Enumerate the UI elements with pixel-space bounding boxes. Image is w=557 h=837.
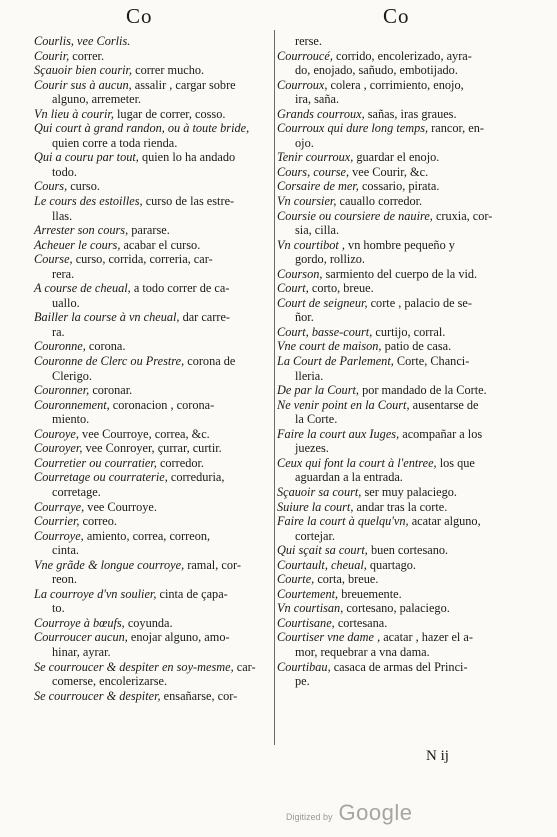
translation: acatar alguno, (411, 514, 481, 529)
entry-line (34, 398, 274, 413)
entry-line (277, 383, 521, 398)
entry-line (277, 296, 521, 311)
translation: to. (52, 601, 65, 616)
translation: guardar el enojo. (356, 150, 440, 165)
translation: andar tras la corte. (356, 499, 448, 514)
headword: Qui court à grand randon, ou à toute bride, (34, 121, 250, 136)
entry-line (277, 514, 521, 529)
headword: La Court de Parlement, (277, 354, 397, 369)
headword: Courretage ou courraterie, (34, 470, 171, 485)
headword: Vne court de maison, (277, 339, 385, 354)
headword: Faire la court à quelqu'vn, (277, 514, 412, 529)
translation: pararse. (131, 223, 170, 238)
headword: Cours, (34, 179, 71, 194)
translation: ira, saña. (295, 92, 340, 107)
headword: Courroux qui dure long temps, (277, 121, 432, 136)
headword: Courtiser vne dame , (277, 630, 384, 645)
column-rule (274, 30, 275, 745)
entry-line (277, 107, 521, 122)
headword: Arrester son cours, (34, 223, 132, 238)
translation: ausentarse de (412, 397, 479, 412)
entry-line (277, 209, 521, 224)
entry-line (277, 529, 521, 544)
headword: Court, (277, 281, 312, 296)
entry-line (34, 689, 274, 704)
entry-line (34, 572, 274, 587)
entry-line (277, 645, 521, 660)
entry-line (277, 630, 521, 645)
entry-line (34, 325, 274, 340)
entry-line (277, 252, 521, 267)
translation: corredor. (159, 455, 204, 470)
translation: curso. (70, 179, 100, 194)
entry-line (277, 223, 521, 238)
translation: correr. (72, 48, 105, 63)
entry-line (34, 354, 274, 369)
entry-line (34, 63, 274, 78)
entry-line (277, 339, 521, 354)
translation: la Corte. (295, 412, 338, 427)
translation: vee Courroye. (87, 499, 157, 514)
translation: rerse. (295, 34, 322, 48)
translation: coronacion , corona- (112, 397, 215, 412)
headword: Suiure la court, (277, 499, 357, 514)
headword: Couroye, (34, 426, 83, 441)
watermark-brand: Google (338, 800, 413, 825)
translation: correo. (82, 514, 117, 529)
translation: cruxia, cor- (435, 208, 493, 223)
translation: sarmiento del cuerpo de la vid. (325, 266, 478, 281)
entry-line (34, 107, 274, 122)
entry-line (277, 674, 521, 689)
translation: ñor. (295, 310, 314, 325)
translation: pe. (295, 674, 310, 689)
headword: Grands courroux, (277, 106, 368, 121)
headword: Course, (34, 252, 76, 267)
entry-line (34, 514, 274, 529)
entry-line (277, 485, 521, 500)
headword: Vn lieu à courir, (34, 106, 117, 121)
digitized-watermark (286, 800, 436, 826)
entry-line (277, 310, 521, 325)
translation: reon. (52, 572, 77, 587)
translation: coyunda. (127, 615, 173, 630)
translation: hinar, ayrar. (52, 644, 111, 659)
entry-line (34, 427, 274, 442)
translation: comerse, encolerizarse. (52, 674, 168, 689)
entry-line (34, 630, 274, 645)
translation: miento. (52, 412, 90, 427)
headword: Vne grãde & longue courroye, (34, 557, 188, 572)
translation: vee Courroye, correa, &c. (82, 426, 210, 441)
entry-line (34, 223, 274, 238)
translation: alguno, arremeter. (52, 92, 142, 107)
translation: vn hombre pequeño y (348, 237, 455, 252)
headword: Couronne de Clerc ou Prestre, (34, 354, 188, 369)
entry-line (277, 427, 521, 442)
translation: ojo. (295, 135, 314, 150)
entry-line (34, 587, 274, 602)
translation: coronar. (92, 383, 133, 398)
entry-line (277, 441, 521, 456)
entry-line (34, 383, 274, 398)
translation: curso de las estre- (145, 194, 235, 209)
translation: cinta de çapa- (159, 586, 228, 601)
entry-line (34, 209, 274, 224)
headword: Bailler la course à vn cheual, (34, 310, 183, 325)
translation: dar carre- (182, 310, 230, 325)
entry-line (277, 369, 521, 384)
headword: Couronnement, (34, 397, 113, 412)
right-column (277, 34, 521, 689)
entry-line (277, 412, 521, 427)
translation: uallo. (52, 295, 80, 310)
entry-line (277, 325, 521, 340)
translation: buen cortesano. (370, 543, 449, 558)
translation: colera , corrimiento, enojo, (330, 77, 464, 92)
translation: corto, breue. (311, 281, 374, 296)
entry-line (34, 456, 274, 471)
entry-line (277, 78, 521, 93)
headword: Se courroucer & despiter, (34, 688, 164, 703)
headword: Couroyer, (34, 441, 86, 456)
headword: Qui sçait sa court, (277, 543, 371, 558)
headword: Qui a couru par tout, (34, 150, 142, 165)
headword: Courir sus à aucun, (34, 77, 135, 92)
translation: aguardan a la entrada. (295, 470, 403, 485)
headword: Courrier, (34, 514, 83, 529)
entry-line (277, 601, 521, 616)
headword: Acheuer le cours, (34, 237, 124, 252)
headword: Vn courtisan, (277, 601, 347, 616)
translation: mor, requebrar a vna dama. (295, 644, 430, 659)
translation: Clerigo. (52, 368, 92, 383)
watermark-digitized-by: Digitized by (286, 812, 333, 822)
entry-line (277, 194, 521, 209)
entry-line (277, 660, 521, 675)
entry-line (34, 92, 274, 107)
headword: Cours, course, (277, 164, 353, 179)
translation: corta, breue. (317, 572, 379, 587)
entry-line (34, 470, 274, 485)
translation: amiento, correa, correon, (86, 528, 211, 543)
entry-line (34, 252, 274, 267)
entry-line (34, 369, 274, 384)
headword: Court de seigneur, (277, 295, 371, 310)
headword: Corsaire de mer, (277, 179, 362, 194)
translation: ser muy palaciego. (364, 484, 457, 499)
entry-line (277, 470, 521, 485)
translation: do, enojado, sañudo, embotijado. (295, 63, 458, 78)
entry-line (34, 78, 274, 93)
entry-line (277, 500, 521, 515)
entry-line (34, 150, 274, 165)
translation: acabar el curso. (123, 237, 201, 252)
translation: cauallo corredor. (339, 194, 423, 209)
entry-line (277, 179, 521, 194)
headword: Se courroucer & despiter en soy-mesme, (34, 659, 237, 674)
translation: todo. (52, 164, 77, 179)
translation: por mandado de la Corte. (362, 383, 487, 398)
translation: cortejar. (295, 528, 335, 543)
entry-line (277, 587, 521, 602)
headword: Courtibau, (277, 659, 334, 674)
translation: cortesano, palaciego. (346, 601, 450, 616)
entry-line (277, 63, 521, 78)
translation: rancor, en- (431, 121, 484, 136)
signature-mark: N ij (426, 748, 449, 764)
headword: Tenir courroux, (277, 150, 357, 165)
translation: acatar , hazer el a- (383, 630, 473, 645)
entry-line (34, 674, 274, 689)
entry-line (277, 543, 521, 558)
headword: La courroye d'vn soulier, (34, 586, 160, 601)
headword: Courson, (277, 266, 326, 281)
headword: Vn coursier, (277, 194, 340, 209)
headword: Courroye, (34, 528, 87, 543)
headword: De par la Court, (277, 383, 363, 398)
entry-line (34, 441, 274, 456)
entry-line (34, 500, 274, 515)
entry-line (34, 645, 274, 660)
entry-line (277, 238, 521, 253)
translation: enojar alguno, amo- (130, 630, 230, 645)
entry-line (34, 194, 274, 209)
entry-line (277, 558, 521, 573)
headword: Ceux qui font la court à l'entree, (277, 455, 440, 470)
translation: quartago. (369, 557, 417, 572)
entry-line (277, 92, 521, 107)
entry-line (34, 121, 274, 136)
headword: Coursie ou coursiere de nauire, (277, 208, 436, 223)
translation: vee Conroyer, çurrar, curtir. (85, 441, 222, 456)
headword: Courroucé, (277, 48, 336, 63)
entry-line (34, 165, 274, 180)
entry-line (277, 34, 521, 49)
headword: Faire la court aux Iuges, (277, 426, 403, 441)
headword: Courraye, (34, 499, 88, 514)
headword: Le cours des estoilles, (34, 194, 146, 209)
entry-line (277, 150, 521, 165)
translation: sañas, iras graues. (367, 106, 457, 121)
translation: casaca de armas del Princi- (333, 659, 468, 674)
headword: Court, basse-court, (277, 324, 376, 339)
headword: Courtisane, (277, 615, 338, 630)
translation: assalir , cargar sobre (134, 77, 236, 92)
entry-line (277, 281, 521, 296)
entry-line (34, 34, 274, 49)
headword: Courroucer aucun, (34, 630, 131, 645)
translation: cinta. (52, 543, 79, 558)
headword: Courroye à bœufs, (34, 615, 128, 630)
translation: quien lo ha andado (141, 150, 236, 165)
entry-line (34, 296, 274, 311)
entry-line (34, 238, 274, 253)
translation: lugar de correr, cosso. (117, 106, 226, 121)
entry-line (277, 267, 521, 282)
translation: llas. (52, 208, 73, 223)
entry-line (277, 572, 521, 587)
entry-line (277, 165, 521, 180)
translation: curso, corrida, correria, car- (75, 252, 213, 267)
entry-line (34, 543, 274, 558)
translation: correr mucho. (135, 63, 205, 78)
translation: cortesana. (337, 615, 388, 630)
headword: Courlis, vee Corlis. (34, 34, 131, 48)
translation: gordo, rollizo. (295, 252, 366, 267)
translation: corrido, encolerizado, ayra- (335, 48, 472, 63)
headword: Vn courtibot , (277, 237, 349, 252)
headword: Couronner, (34, 383, 93, 398)
headword: Courroux, (277, 77, 331, 92)
headword: Sçauoir bien courir, (34, 63, 136, 78)
translation: lleria. (295, 368, 324, 383)
translation: sia, cilla. (295, 223, 340, 238)
translation: ensañarse, cor- (163, 688, 238, 703)
entry-line (277, 354, 521, 369)
translation: quien corre a toda rienda. (52, 135, 178, 150)
entry-line (34, 310, 274, 325)
translation: corretage. (52, 484, 101, 499)
entry-line (34, 136, 274, 151)
translation: los que (439, 455, 475, 470)
headword: Courte, (277, 572, 318, 587)
entry-line (34, 485, 274, 500)
left-column (34, 34, 274, 703)
entry-line (277, 456, 521, 471)
translation: Corte, Chanci- (396, 354, 470, 369)
translation: cossario, pirata. (361, 179, 440, 194)
translation: correduria, (170, 470, 225, 485)
running-header-right: Co (383, 4, 410, 28)
headword: Couronne, (34, 339, 89, 354)
translation: breuemente. (341, 586, 402, 601)
headword: A course de cheual, (34, 281, 134, 296)
translation: rera. (52, 266, 75, 281)
translation: curtijo, corral. (375, 324, 446, 339)
entry-line (34, 616, 274, 631)
headword: Sçauoir sa court, (277, 484, 365, 499)
translation: vee Courir, &c. (352, 164, 429, 179)
translation: acompañar a los (402, 426, 483, 441)
entry-line (277, 616, 521, 631)
entry-line (34, 412, 274, 427)
translation: a todo correr de ca- (133, 281, 230, 296)
entry-line (34, 529, 274, 544)
entry-line (277, 49, 521, 64)
entry-line (34, 281, 274, 296)
translation: car- (236, 659, 256, 674)
translation: corona de (187, 354, 236, 369)
entry-line (34, 558, 274, 573)
headword: Ne venir point en la Court, (277, 397, 413, 412)
entry-line (277, 136, 521, 151)
entry-line (34, 339, 274, 354)
translation: corona. (88, 339, 126, 354)
running-header-left: Co (126, 4, 153, 28)
headword: Courir, (34, 48, 73, 63)
translation: juezes. (295, 441, 329, 456)
entry-line (34, 660, 274, 675)
entry-line (34, 601, 274, 616)
headword: Courtault, cheual, (277, 557, 370, 572)
entry-line (277, 121, 521, 136)
entry-line (34, 49, 274, 64)
headword: Courretier ou courratier, (34, 455, 160, 470)
entry-line (277, 398, 521, 413)
translation: ramal, cor- (187, 557, 241, 572)
translation: ra. (52, 324, 65, 339)
entry-line (34, 179, 274, 194)
headword: Courtement, (277, 586, 342, 601)
translation: corte , palacio de se- (370, 295, 472, 310)
translation: patio de casa. (384, 339, 452, 354)
entry-line (34, 267, 274, 282)
